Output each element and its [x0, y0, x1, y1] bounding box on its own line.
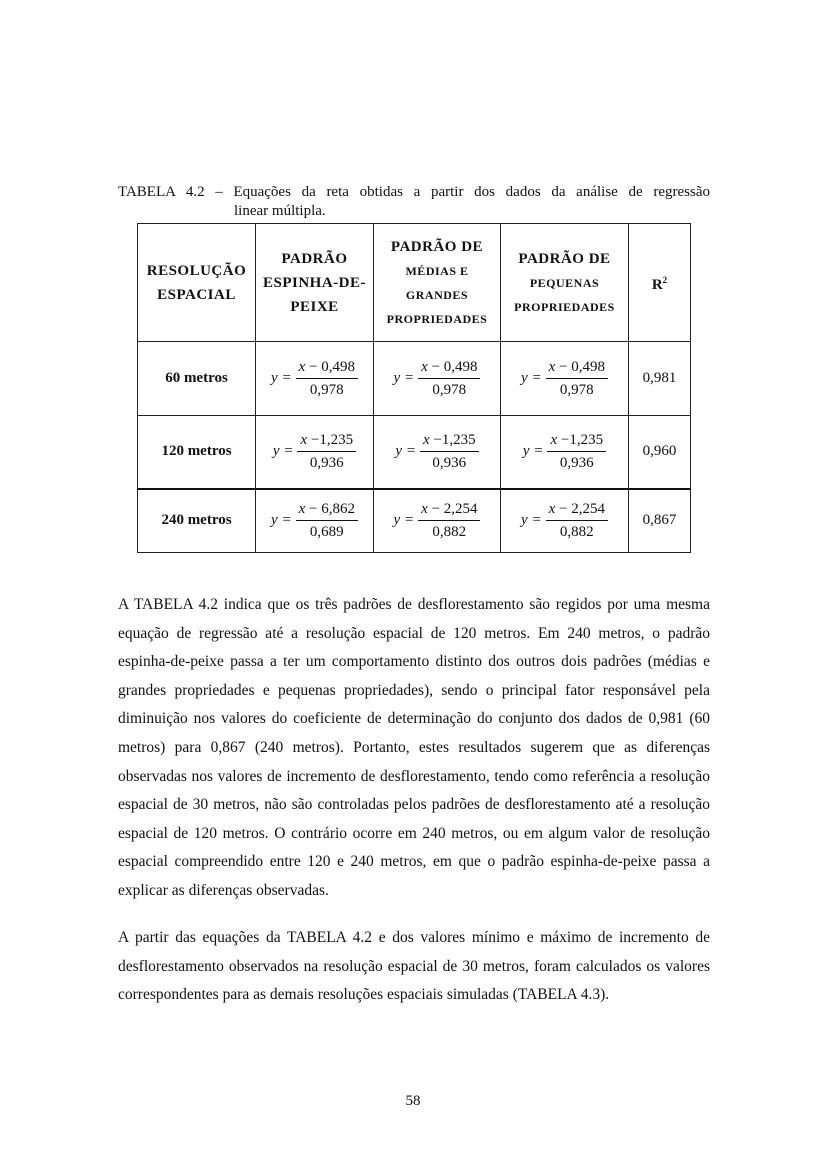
equation-cell: y = $\frac{x - 2,254}{0,882}$	[374, 489, 501, 553]
row-label: 60 metros	[138, 342, 256, 416]
regression-equations-table	[137, 223, 691, 553]
equation-cell: y = $\frac{x - 0,498}{0,978}$	[501, 342, 629, 416]
caption-line-2: linear múltipla.	[234, 203, 326, 219]
equation-cell: y = $\frac{x -1,235}{0,936}$	[374, 416, 501, 489]
equation-cell: y = $\frac{x - 2,254}{0,882}$	[501, 489, 629, 553]
body-paragraph-2: A partir das equações da TABELA 4.2 e dos valores mínimo e máximo de incremento de desflorestamento observados na resolução espacial de 30 metros, foram calculados os valores correspondentes para as demais resoluções espaciais simuladas (TABELA 4.3).	[118, 929, 710, 1004]
r-squared-value: 0,867	[629, 489, 691, 553]
equation-cell: y = $\frac{x -1,235}{0,936}$	[501, 416, 629, 489]
equation-cell: y = $\frac{x -1,235}{0,936}$	[256, 416, 374, 489]
equation-cell: y = $\frac{x - 6,862}{0,689}$	[256, 489, 374, 553]
table-header-row	[138, 224, 691, 342]
table-row	[138, 342, 691, 416]
equation-cell: y = $\frac{x - 0,498}{0,978}$	[374, 342, 501, 416]
equation-cell: y = $\frac{x - 0,498}{0,978}$	[256, 342, 374, 416]
caption-line-1: TABELA 4.2 – Equações da reta obtidas a partir dos dados da análise de regressão	[118, 184, 710, 200]
page-number: 58	[405, 1093, 421, 1109]
table-row	[138, 416, 691, 489]
row-label: 120 metros	[138, 416, 256, 489]
header-espinha-de-peixe: PADRÃO ESPINHA-DE- PEIXE	[256, 224, 374, 342]
body-paragraph-1: A TABELA 4.2 indica que os três padrões de desflorestamento são regidos por uma mesma equação de regressão até a resolução espacial de 120 metros. Em 240 metros, o padrão espinha-de-peixe passa a ter um comportamento distinto dos outros dois padrões (médias e grandes propriedades e pequenas propriedades), sendo o principal fator responsável pela diminuição nos valores do coeficiente de determinação do conjunto dos dados de 0,981 (60 metros) para 0,867 (240 metros). Portanto, estes resultados sugerem que as diferenças observadas nos valores de incremento de desflorestamento, tendo como referência a resolução espacial de 30 metros, não são controladas pelos padrões de desflorestamento até a resolução espacial de 120 metros. O contrário ocorre em 240 metros, ou em algum valor de resolução espacial compreendido entre 120 e 240 metros, em que o padrão espinha-de-peixe passa a explicar as diferenças observadas.	[118, 596, 710, 899]
r-squared-value: 0,960	[629, 416, 691, 489]
r-squared-value: 0,981	[629, 342, 691, 416]
header-medias-grandes: PADRÃO DE MÉDIAS E GRANDES PROPRIEDADES	[374, 224, 501, 342]
header-r-squared: $R^2$	[629, 224, 691, 342]
table-caption	[118, 183, 710, 221]
header-pequenas: PADRÃO DE PEQUENAS PROPRIEDADES	[501, 224, 629, 342]
row-label: 240 metros	[138, 489, 256, 553]
table-row	[138, 489, 691, 553]
header-resolucao: RESOLUÇÃO ESPACIAL	[138, 224, 256, 342]
